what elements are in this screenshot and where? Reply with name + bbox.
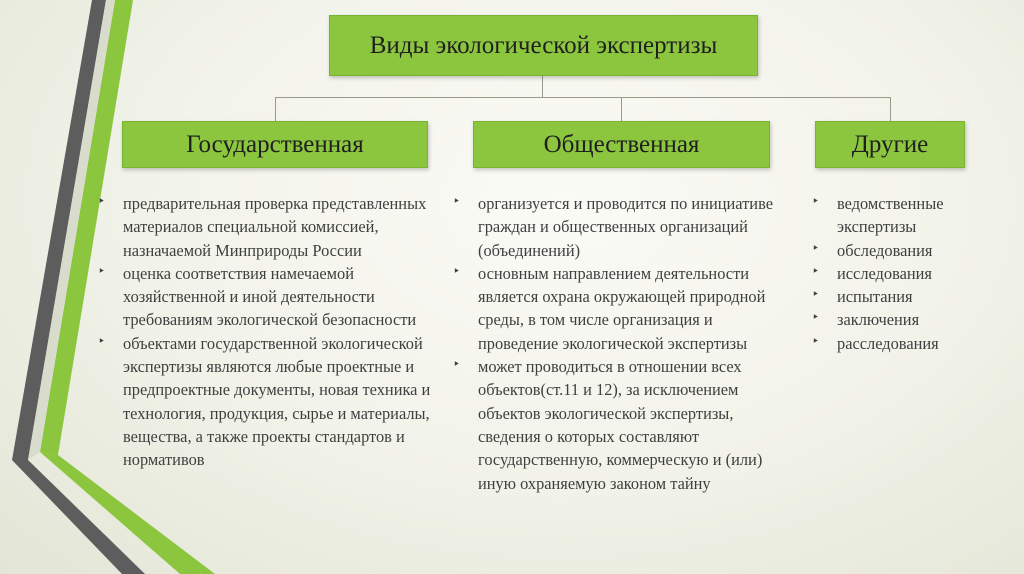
list-item: ‣ может проводиться в отношении всех объектов(ст.11 и 12), за исключением объектов экологической экспертизы, сведения о которых составляют государственную, коммерческую и (или) иную охраняемую законом тайну xyxy=(478,355,778,495)
category-public-box xyxy=(473,121,770,168)
connector-to-public xyxy=(621,97,622,121)
bullet-icon: ‣ xyxy=(812,310,820,325)
connector-to-state xyxy=(275,97,276,121)
bullet-icon: ‣ xyxy=(453,263,461,278)
connector-vertical-main xyxy=(542,76,543,98)
bullet-icon: ‣ xyxy=(812,333,820,348)
diagram-title: Виды экологической экспертизы xyxy=(369,31,718,59)
diagram-title-box xyxy=(329,15,758,76)
category-public-label: Общественная xyxy=(543,130,700,158)
state-expertise-list xyxy=(98,192,443,472)
bullet-icon: ‣ xyxy=(812,287,820,302)
category-state-label: Государственная xyxy=(186,130,364,158)
list-item: ‣ организуется и проводится по инициативе граждан и общественных организаций (объединений) xyxy=(478,192,778,262)
connector-horizontal xyxy=(275,97,891,98)
connector-to-other xyxy=(890,97,891,121)
list-item: ‣ заключения xyxy=(837,308,1017,331)
bullet-icon: ‣ xyxy=(453,357,461,372)
list-item: ‣ испытания xyxy=(837,285,1017,308)
list-item: ‣ оценка соответствия намечаемой хозяйственной и иной деятельности требованиям экологической безопасности xyxy=(123,262,443,332)
bullet-icon: ‣ xyxy=(812,194,820,208)
category-other-box xyxy=(815,121,965,168)
bullet-icon: ‣ xyxy=(812,240,820,255)
list-item: ‣ исследования xyxy=(837,262,1017,285)
light-stripe xyxy=(28,0,115,460)
category-state-box xyxy=(122,121,428,168)
bullet-icon: ‣ xyxy=(98,333,106,348)
other-expertise-list xyxy=(812,192,1017,355)
bullet-icon: ‣ xyxy=(812,263,820,278)
list-item: ‣ ведомственные экспертизы xyxy=(837,192,1017,239)
list-item: ‣ обследования xyxy=(837,239,1017,262)
list-item: ‣ предварительная проверка представленных материалов специальной комиссией, назначаемой Минприроды России xyxy=(123,192,443,262)
public-expertise-list xyxy=(453,192,778,495)
bullet-icon: ‣ xyxy=(98,263,106,278)
category-other-label: Другие xyxy=(851,130,929,158)
bullet-icon: ‣ xyxy=(98,194,106,208)
list-item: ‣ основным направлением деятельности является охрана окружающей природной среды, в том числе организация и проведение экологической экспертизы xyxy=(478,262,778,355)
list-item: ‣ объектами государственной экологической экспертизы являются любые проектные и предпроектные документы, новая техника и технология, продукция, сырье и материалы, вещества, а также проекты стандартов и нормативов xyxy=(123,332,443,472)
list-item: ‣ расследования xyxy=(837,332,1017,355)
bullet-icon: ‣ xyxy=(453,194,461,208)
